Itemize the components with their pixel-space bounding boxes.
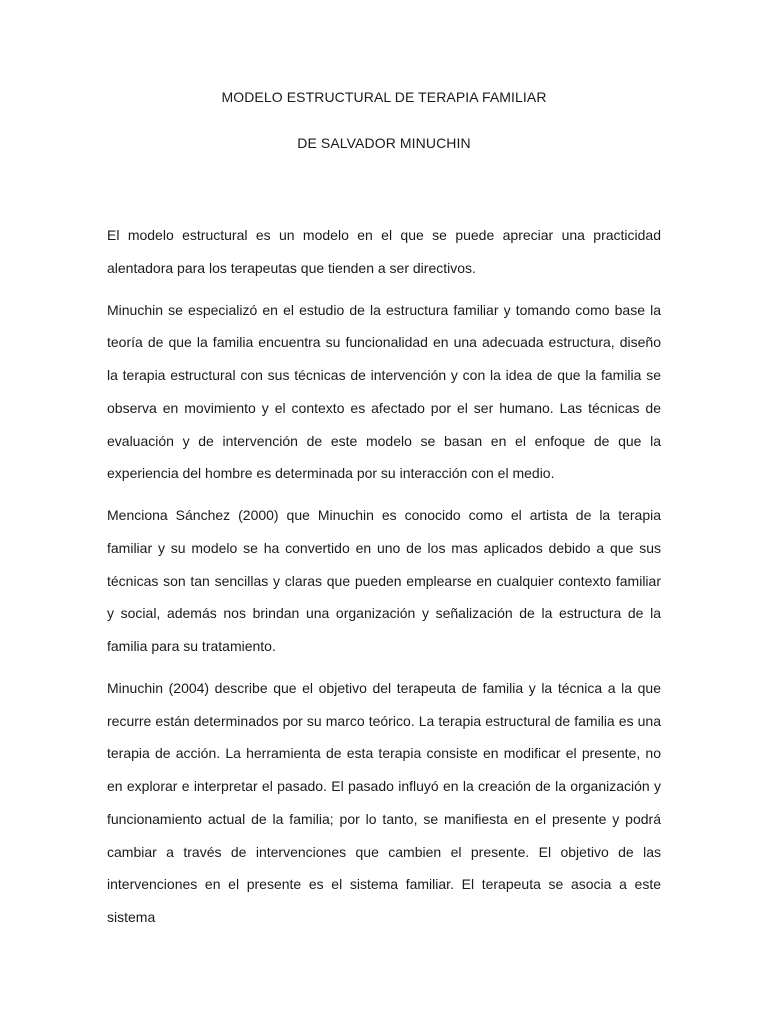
document-title: MODELO ESTRUCTURAL DE TERAPIA FAMILIAR (221, 89, 547, 105)
document-subtitle: DE SALVADOR MINUCHIN (297, 135, 471, 151)
paragraph-3: Menciona Sánchez (2000) que Minuchin es conocido como el artista de la terapia familiar y su modelo se ha convertido en uno de los mas aplicados debido a que sus técnicas son tan sencillas y claras que pueden emplearse en cualquier contexto familiar y social, además nos brindan una organización y señalización de la estructura de la familia para su tratamiento. (107, 507, 661, 654)
paragraph-2: Minuchin se especializó en el estudio de la estructura familiar y tomando como base la teoría de que la familia encuentra su funcionalidad en una adecuada estructura, diseño la terapia estructural con sus técnicas de intervención y con la idea de que la familia se observa en movimiento y el contexto es afectado por el ser humano. Las técnicas de evaluación y de intervención de este modelo se basan en el enfoque de que la experiencia del hombre es determinada por su interacción con el medio. (107, 301, 661, 482)
paragraph-1: El modelo estructural es un modelo en el que se puede apreciar una practicidad alentadora para los terapeutas que tienden a ser directivos. (107, 227, 661, 276)
paragraph-4: Minuchin (2004) describe que el objetivo del terapeuta de familia y la técnica a la que recurre están determinados por su marco teórico. La terapia estructural de familia es una terapia de acción. La herramienta de esta terapia consiste en modificar el presente, no en explorar e interpretar el pasado. El pasado influyó en la creación de la organización y funcionamiento actual de la familia; por lo tanto, se manifiesta en el presente y podrá cambiar a través de intervenciones que cambien el presente. El objetivo de las intervenciones en el presente es el sistema familiar. El terapeuta se asocia a este sistema (107, 679, 661, 925)
document-body (107, 219, 661, 943)
